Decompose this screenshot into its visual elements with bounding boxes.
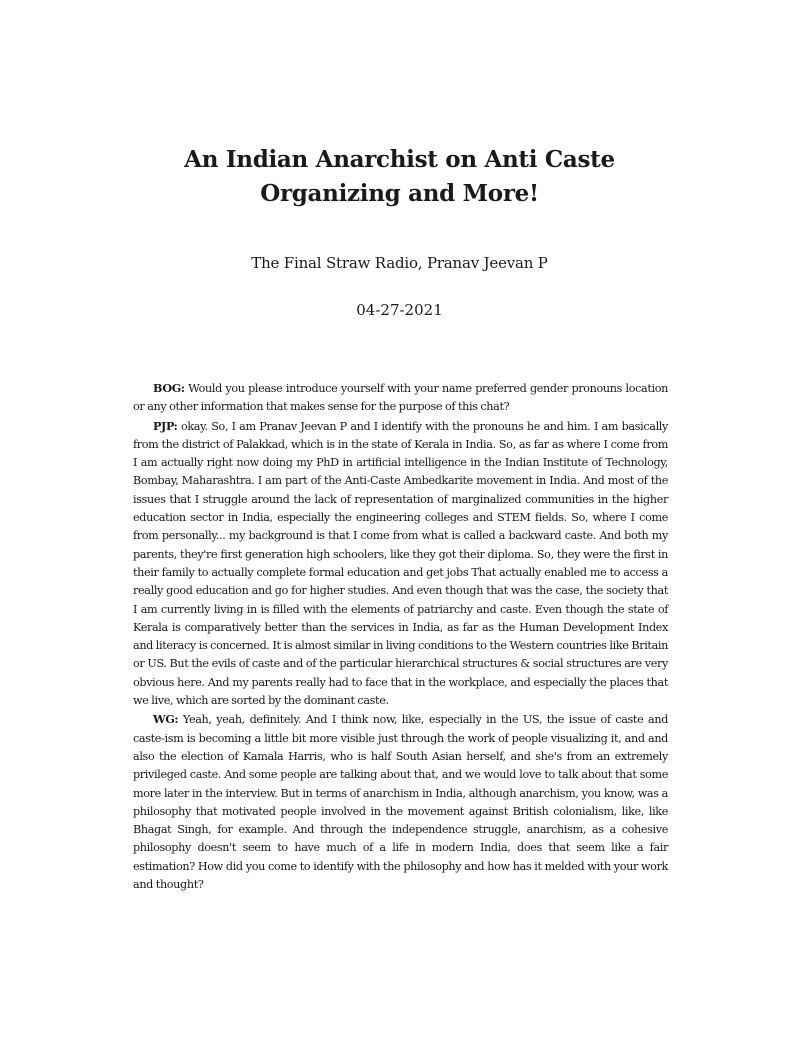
speaker-label: PJP: <box>153 418 178 433</box>
paragraph-text: okay. So, I am Pranav Jeevan P and I identify with the pronouns he and him. I am basically from the district of Palakkad, which is in the state of Kerala in India. So, as far as where I come from I am actually right now doing my PhD in artificial intelligence in the Indian Institute of Technology, Bombay, Maharashtra. I am part of the Anti-Caste Ambedkarite movement in India. And most of the issues that I struggle around the lack of representation of marginalized communities in the higher education sector in India, especially the engineering colleges and STEM fields. So, where I come from personally... my background is that I come from what is called a backward caste. And both my parents, they're first generation high schoolers, like they got their diploma. So, they were the first in their family to actually complete formal education and get jobs That actually enabled me to access a really good education and go for higher studies. And even though that was the case, the society that I am currently living in is filled with the elements of patriarchy and caste. Even though the state of Kerala is comparatively better than the services in India, as far as the Human Development Index and literacy is concerned. It is almost similar in living conditions to the Western countries like Britain or US. But the evils of caste and of the particular hierarchical structures & social structures are very obvious here. And my parents really had to face that in the workplace, and especially the places that we live, which are sorted by the dominant caste. <box>133 419 668 708</box>
speaker-label: WG: <box>153 712 179 727</box>
paragraph-pjp <box>133 417 668 711</box>
paragraph-bog <box>133 379 668 417</box>
title-line-2: Organizing and More! <box>260 180 539 207</box>
paragraph-text: Yeah, yeah, definitely. And I think now, like, especially in the US, the issue of caste and caste-ism is becoming a little bit more visible just through the work of people visualizing it, and and also the election of Kamala Harris, who is half South Asian herself, and she's from an extremely privileged caste. And some people are talking about that, and we would love to talk about that some more later in the interview. But in terms of anarchism in India, although anarchism, you know, was a philosophy that motivated people involved in the movement against British colonialism, like, like Bhagat Singh, for example. And through the independence struggle, anarchism, as a cohesive philosophy doesn't seem to have much of a life in modern India, does that seem like a fair estimation? How did you come to identify with the philosophy and how has it melded with your work and thought? <box>133 713 669 892</box>
author-line: The Final Straw Radio, Pranav Jeevan P <box>251 254 548 272</box>
speaker-label: BOG: <box>153 381 185 395</box>
interview-body <box>133 379 668 894</box>
publication-date: 04-27-2021 <box>356 301 443 319</box>
document-title <box>100 143 699 211</box>
paragraph-text: Would you please introduce yourself with your name preferred gender pronouns location or any other information that makes sense for the purpose of this chat? <box>133 382 668 414</box>
title-line-1: An Indian Anarchist on Anti Caste <box>184 146 615 173</box>
paragraph-wg <box>133 710 668 894</box>
